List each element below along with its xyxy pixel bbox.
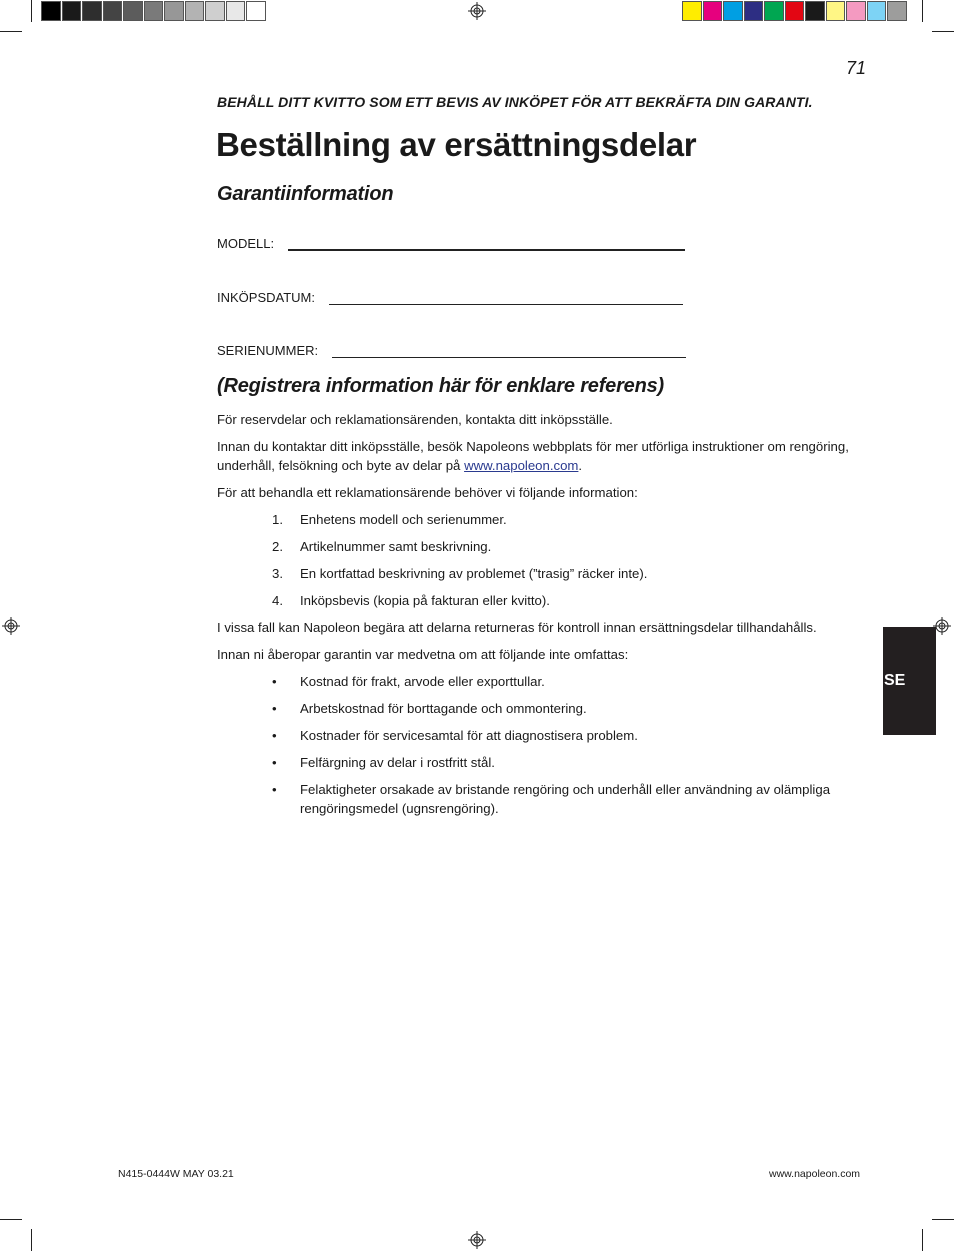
- list-text: Felfärgning av delar i rostfritt stål.: [300, 755, 495, 770]
- keep-receipt-notice: BEHÅLL DITT KVITTO SOM ETT BEVIS AV INKÖPET FÖR ATT BEKRÄFTA DIN GARANTI.: [217, 94, 813, 110]
- crop-mark: [922, 0, 923, 22]
- color-swatch: [846, 1, 866, 21]
- fill-in-line[interactable]: [332, 345, 686, 358]
- paragraph-exclusions: Innan ni åberopar garantin var medvetna om att följande inte omfattas:: [217, 647, 629, 662]
- list-text: Kostnad för frakt, arvode eller exporttullar.: [300, 674, 545, 689]
- document-code: N415-0444W MAY 03.21: [118, 1168, 234, 1180]
- gray-swatch-row: [41, 1, 267, 21]
- color-swatch: [682, 1, 702, 21]
- fill-in-line[interactable]: [329, 292, 683, 305]
- color-swatch: [867, 1, 887, 21]
- paragraph-contact: För reservdelar och reklamationsärenden, kontakta ditt inköpsställe.: [217, 412, 613, 427]
- crop-mark: [932, 1219, 954, 1220]
- paragraph-text: Innan du kontaktar ditt inköpsställe, besök Napoleons webbplats för mer utförliga instruktioner om rengöring, underhåll, felsökning och byte av delar på: [217, 439, 849, 473]
- crop-mark: [0, 31, 22, 32]
- gray-swatch: [82, 1, 102, 21]
- color-swatch: [723, 1, 743, 21]
- color-swatch: [805, 1, 825, 21]
- gray-swatch: [144, 1, 164, 21]
- color-swatch-row: [682, 1, 908, 21]
- paragraph-text: .: [578, 458, 583, 473]
- list-marker: •: [272, 674, 277, 689]
- crop-mark: [31, 0, 32, 22]
- website-link[interactable]: www.napoleon.com: [464, 458, 579, 473]
- list-marker: 2.: [272, 539, 283, 554]
- crop-mark: [922, 1229, 923, 1251]
- color-swatch: [764, 1, 784, 21]
- color-swatch: [785, 1, 805, 21]
- list-marker: 3.: [272, 566, 283, 581]
- list-text: Kostnader för servicesamtal för att diagnostisera problem.: [300, 728, 638, 743]
- footer-website: www.napoleon.com: [769, 1168, 861, 1180]
- language-tab-label: SE: [884, 672, 906, 689]
- fill-in-line[interactable]: [288, 237, 685, 251]
- register-heading: (Registrera information här för enklare referens): [217, 375, 664, 397]
- serial-number-field[interactable]: [217, 343, 686, 358]
- list-marker: 1.: [272, 512, 283, 527]
- field-label: SERIENUMMER:: [217, 343, 319, 358]
- list-text: Arbetskostnad för borttagande och ommontering.: [300, 701, 587, 716]
- page-number: 71: [846, 58, 867, 78]
- field-label: INKÖPSDATUM:: [217, 290, 315, 305]
- color-swatch: [744, 1, 764, 21]
- crop-mark: [932, 31, 954, 32]
- list-text: Enhetens modell och serienummer.: [300, 512, 507, 527]
- gray-swatch: [226, 1, 246, 21]
- list-marker: •: [272, 755, 277, 770]
- gray-swatch: [185, 1, 205, 21]
- gray-swatch: [205, 1, 225, 21]
- registration-mark-icon: [468, 2, 486, 20]
- field-label: MODELL:: [217, 236, 275, 251]
- section-subtitle: Garantiinformation: [217, 183, 394, 205]
- registration-mark-icon: [468, 1231, 486, 1249]
- list-marker: •: [272, 701, 277, 716]
- list-text: Artikelnummer samt beskrivning.: [300, 539, 492, 554]
- list-marker: •: [272, 782, 277, 797]
- gray-swatch: [103, 1, 123, 21]
- purchase-date-field[interactable]: [217, 290, 683, 305]
- gray-swatch: [62, 1, 82, 21]
- crop-mark: [0, 1219, 22, 1220]
- model-field[interactable]: [217, 236, 685, 251]
- gray-swatch: [164, 1, 184, 21]
- paragraph-info-needed: För att behandla ett reklamationsärende behöver vi följande information:: [217, 485, 638, 500]
- color-swatch: [703, 1, 723, 21]
- page-title: Beställning av ersättningsdelar: [216, 126, 697, 163]
- gray-swatch: [41, 1, 61, 21]
- crop-mark: [31, 1229, 32, 1251]
- color-swatch: [826, 1, 846, 21]
- list-text: En kortfattad beskrivning av problemet (”trasig” räcker inte).: [300, 566, 648, 581]
- list-marker: 4.: [272, 593, 283, 608]
- list-text: Inköpsbevis (kopia på fakturan eller kvitto).: [300, 593, 550, 608]
- color-swatch: [887, 1, 907, 21]
- gray-swatch: [246, 1, 266, 21]
- paragraph-website: [217, 437, 867, 475]
- gray-swatch: [123, 1, 143, 21]
- list-marker: •: [272, 728, 277, 743]
- registration-mark-icon: [2, 617, 20, 635]
- paragraph-return-parts: I vissa fall kan Napoleon begära att delarna returneras för kontroll innan ersättningsdelar tillhandahålls.: [217, 620, 817, 635]
- list-text: Felaktigheter orsakade av bristande rengöring och underhåll eller användning av olämpliga rengöringsmedel (ugnsrengöring).: [300, 782, 831, 816]
